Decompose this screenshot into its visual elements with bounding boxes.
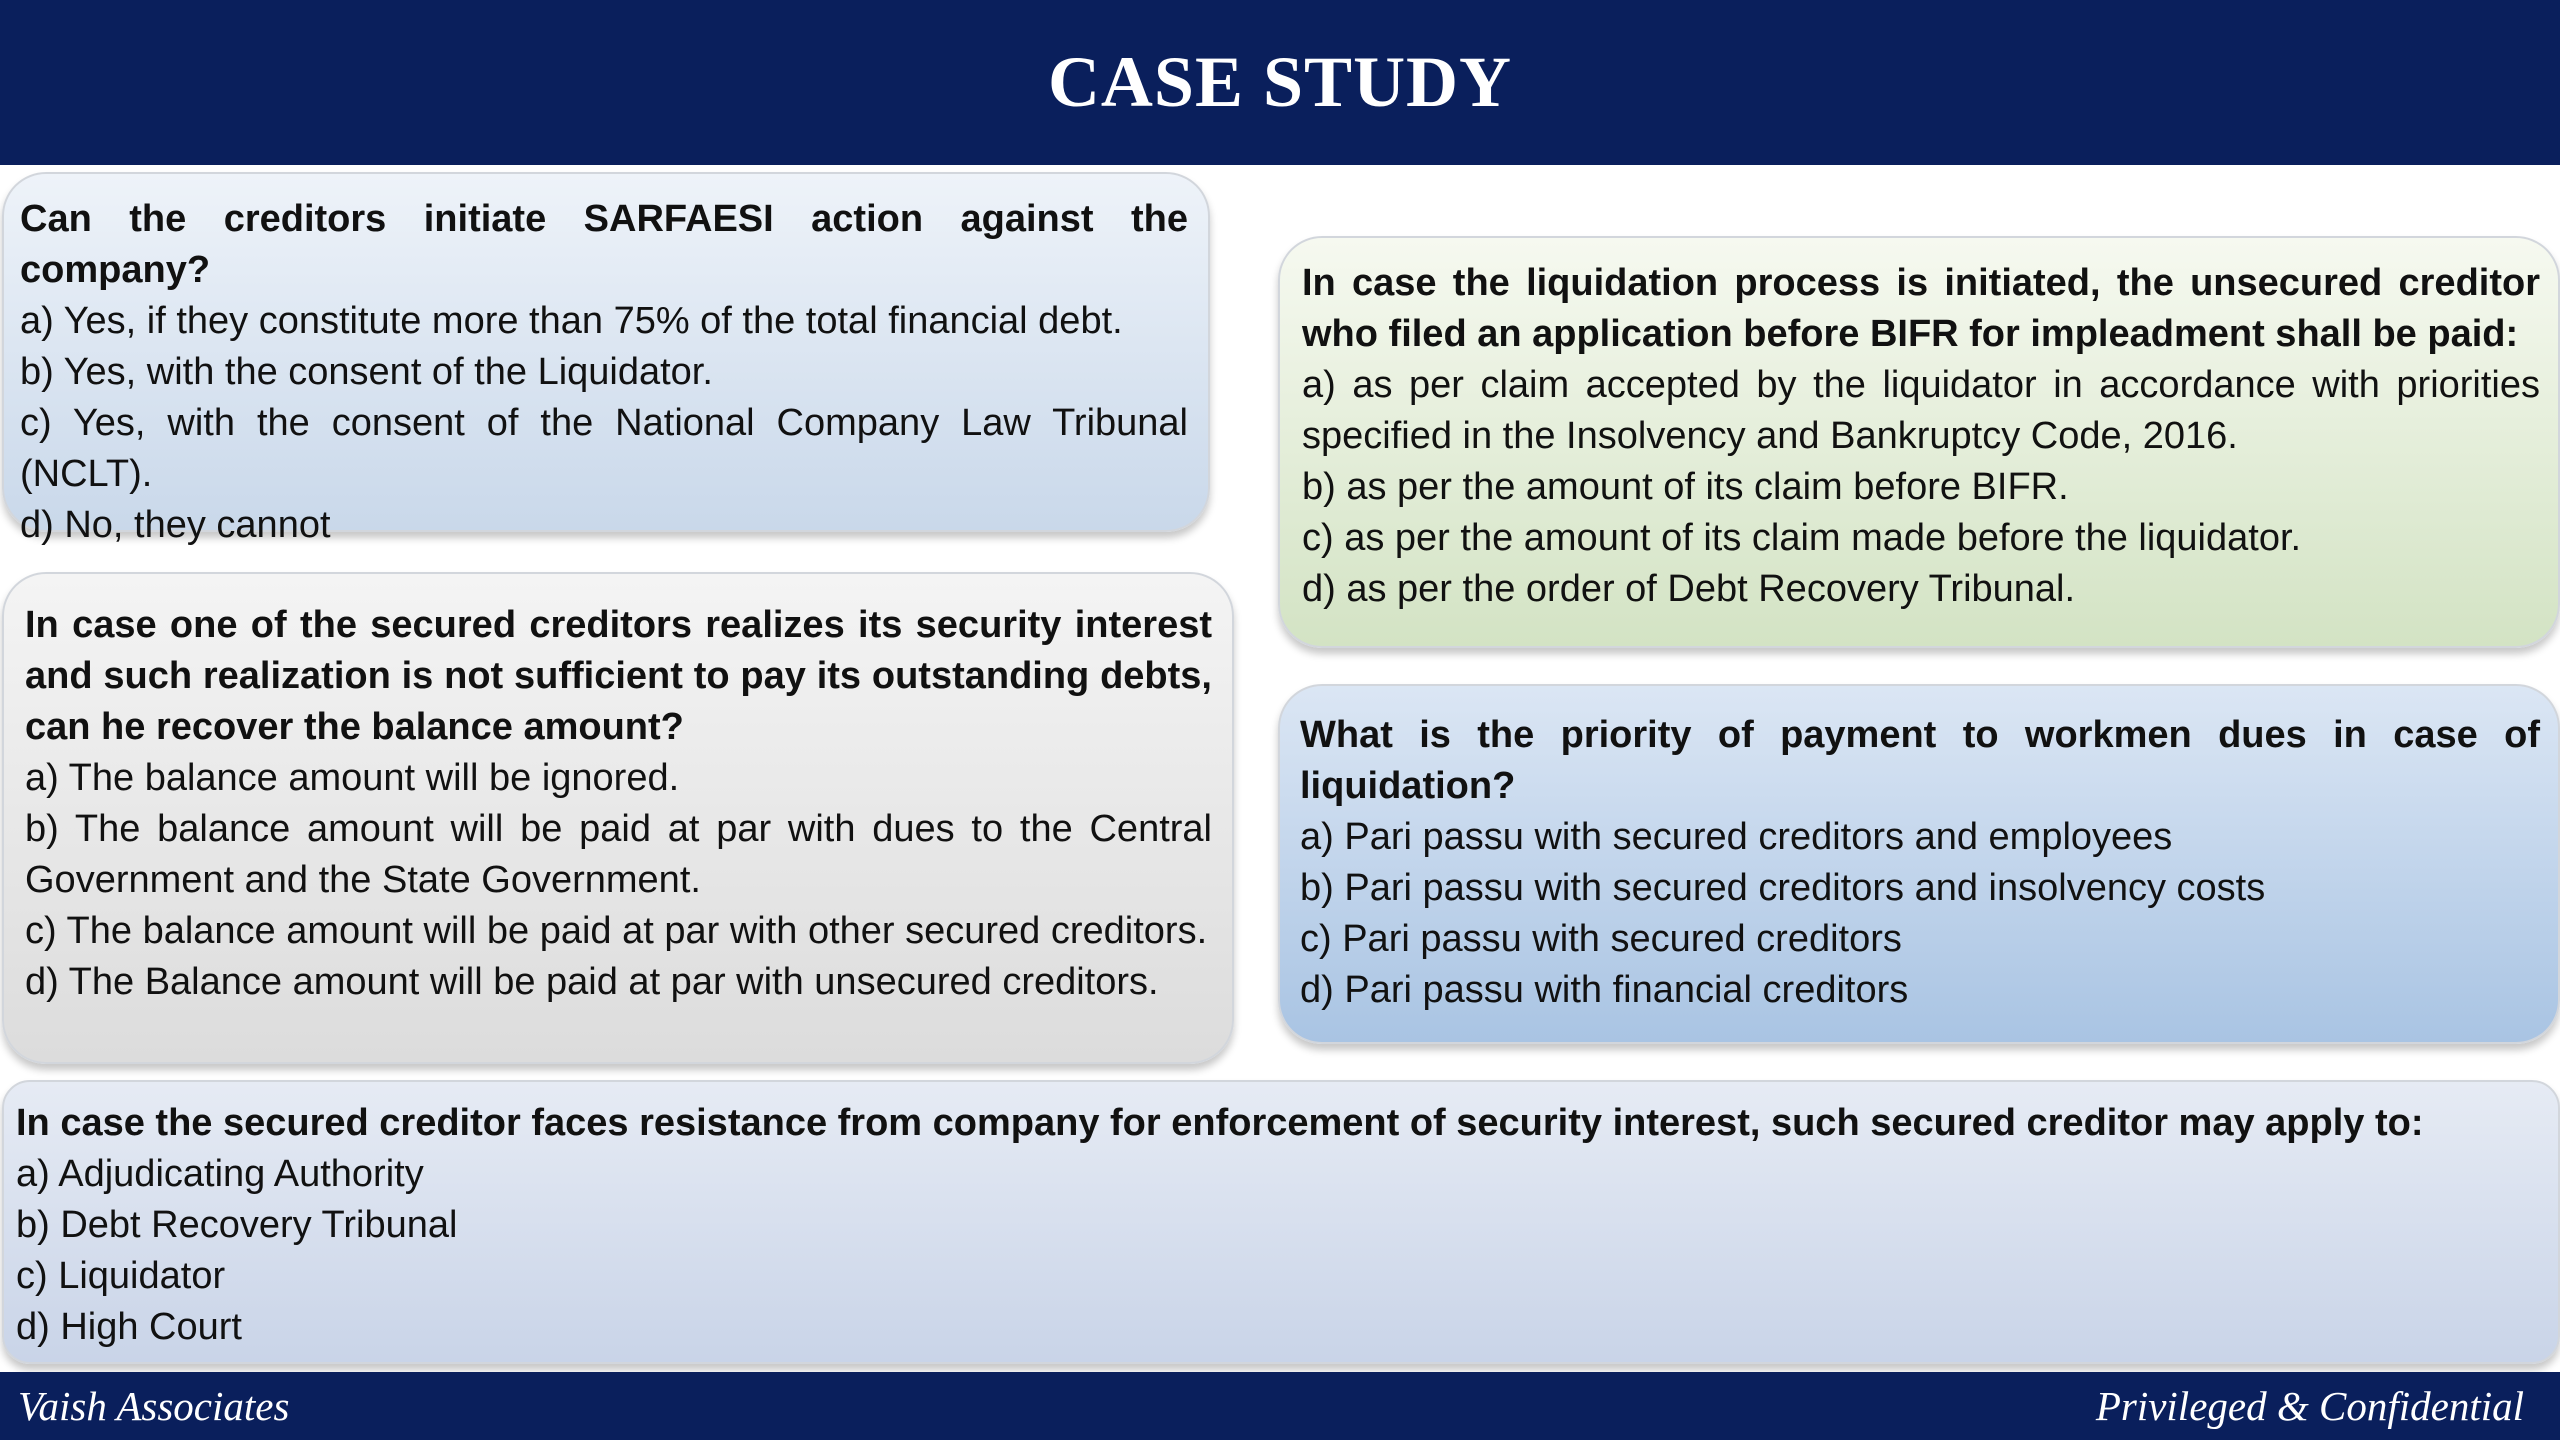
option-a: a) Adjudicating Authority — [16, 1153, 424, 1195]
option-list — [20, 296, 1188, 551]
option-c: c) Pari passu with secured creditors — [1300, 918, 1902, 960]
option-d: d) Pari passu with financial creditors — [1300, 969, 1909, 1011]
option-b: b) The balance amount will be paid at par with dues to the Central Government and the State Government. — [25, 808, 1212, 901]
option-b: b) as per the amount of its claim before BIFR. — [1302, 466, 2069, 508]
option-c: c) Liquidator — [16, 1255, 226, 1297]
option-d: d) as per the order of Debt Recovery Tribunal. — [1302, 568, 2076, 610]
page-title: CASE STUDY — [1047, 42, 1513, 122]
option-list — [1300, 812, 2540, 1016]
question-card-unsecured-creditor — [1278, 236, 2560, 648]
option-a: a) Pari passu with secured creditors and employees — [1300, 816, 2173, 858]
option-b: b) Debt Recovery Tribunal — [16, 1204, 458, 1246]
option-d: d) The Balance amount will be paid at par with unsecured creditors. — [25, 961, 1159, 1003]
option-c: c) The balance amount will be paid at par with other secured creditors. — [25, 910, 1208, 952]
option-d: d) No, they cannot — [20, 504, 331, 546]
option-a: a) The balance amount will be ignored. — [25, 757, 680, 799]
question-text: In case the liquidation process is initiated, the unsecured creditor who filed an application before BIFR for impleadment shall be paid: — [1302, 262, 2540, 355]
option-a: a) Yes, if they constitute more than 75% of the total financial debt. — [20, 300, 1123, 342]
title-banner — [0, 0, 2560, 165]
option-b: b) Pari passu with secured creditors and insolvency costs — [1300, 867, 2266, 909]
option-list — [16, 1149, 2538, 1353]
option-c: c) as per the amount of its claim made before the liquidator. — [1302, 517, 2302, 559]
option-a: a) as per claim accepted by the liquidator in accordance with priorities specified in the Insolvency and Bankruptcy Code, 2016. — [1302, 364, 2540, 457]
footer-confidentiality: Privileged & Confidential — [2095, 1383, 2524, 1429]
option-c: c) Yes, with the consent of the National Company Law Tribunal (NCLT). — [20, 402, 1188, 495]
option-b: b) Yes, with the consent of the Liquidator. — [20, 351, 713, 393]
option-list — [25, 753, 1212, 1008]
question-card-sarfaesi — [2, 172, 1210, 546]
footer-bar — [0, 1372, 2560, 1440]
option-d: d) High Court — [16, 1306, 242, 1348]
question-text: Can the creditors initiate SARFAESI action against the company? — [20, 198, 1188, 291]
question-card-enforcement-resistance — [2, 1080, 2560, 1364]
question-card-balance-amount — [2, 572, 1234, 1064]
question-text: In case the secured creditor faces resistance from company for enforcement of security interest, such secured creditor may apply to: — [16, 1102, 2424, 1144]
option-list — [1302, 360, 2540, 615]
question-text: In case one of the secured creditors realizes its security interest and such realization is not sufficient to pay its outstanding debts, can he recover the balance amount? — [25, 604, 1212, 748]
question-card-workmen-dues — [1278, 684, 2560, 1044]
question-text: What is the priority of payment to workmen dues in case of liquidation? — [1300, 714, 2540, 807]
footer-firm-name: Vaish Associates — [18, 1383, 290, 1429]
